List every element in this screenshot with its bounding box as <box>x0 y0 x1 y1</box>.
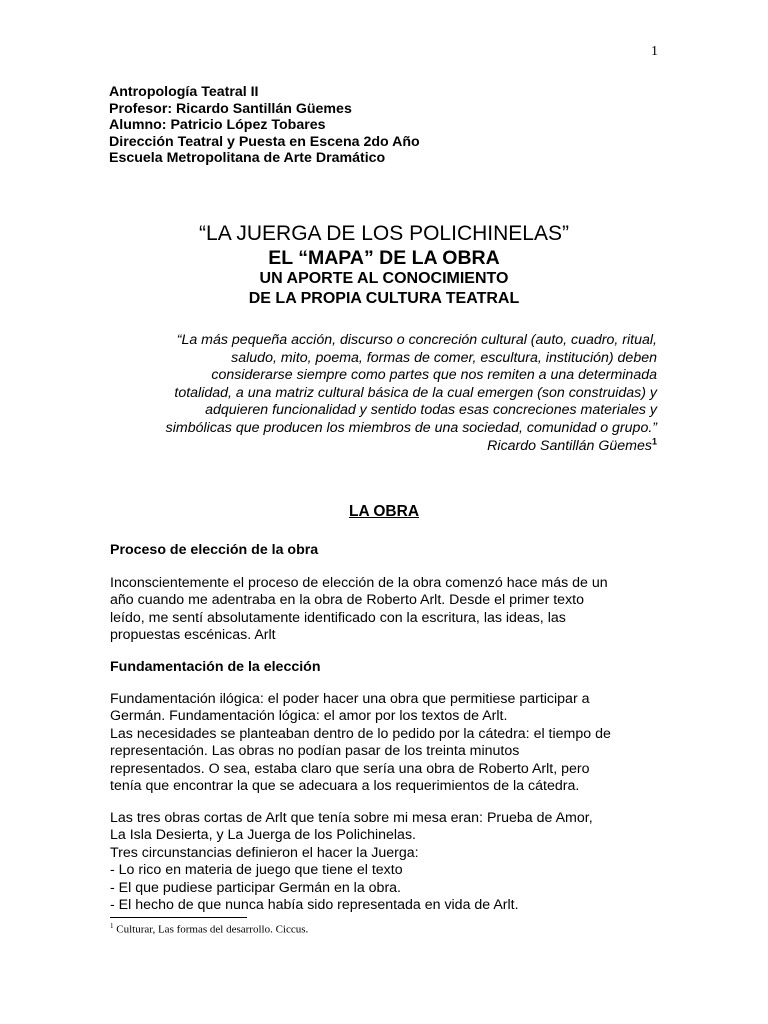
document-header <box>109 84 420 167</box>
quote-author-name: Ricardo Santillán Güemes <box>487 437 652 454</box>
footnote <box>110 922 308 936</box>
course-name: Antropología Teatral II <box>109 84 259 100</box>
paragraph-line: representación. Las obras no podían pasar de los treinta minutos <box>110 743 520 760</box>
paragraph-line: Las tres obras cortas de Arlt que tenía sobre mi mesa eran: Prueba de Amor, <box>110 810 593 826</box>
school-name: Escuela Metropolitana de Arte Dramático <box>109 150 386 167</box>
footnote-divider <box>110 917 247 918</box>
footnote-number: 1 <box>110 922 114 930</box>
footnote-text: Culturar, Las formas del desarrollo. Ciccus. <box>116 923 309 936</box>
quote-line: considerarse siempre como partes que nos remiten a una determinada <box>211 367 657 384</box>
paragraph-line: Inconscientemente el proceso de elección de la obra comenzó hace más de un <box>110 575 608 591</box>
paragraph-line: Las necesidades se planteaban dentro de lo pedido por la cátedra: el tiempo de <box>110 725 611 742</box>
program-name: Dirección Teatral y Puesta en Escena 2do Año <box>109 133 420 150</box>
quote-line: saludo, mito, poema, formas de comer, escultura, institución) deben <box>231 349 657 366</box>
section-title: LA OBRA <box>348 503 420 520</box>
paragraph-line: Fundamentación ilógica: el poder hacer una obra que permitiese participar a <box>110 691 590 707</box>
quote-author <box>110 435 657 456</box>
quote-line: simbólicas que producen los miembros de una sociedad, comunidad o grupo.” <box>165 419 657 436</box>
paragraph-line: La Isla Desierta, y La Juerga de los Polichinelas. <box>110 827 416 844</box>
subtitle-1: EL “MAPA” DE LA OBRA <box>268 247 500 269</box>
paragraph-line: leído, me sentí absolutamente identificado con la escritura, las ideas, las <box>110 609 566 626</box>
paragraph-line: Tres circunstancias definieron el hacer la Juerga: <box>110 844 419 861</box>
paragraph-line: año cuando me adentraba en la obra de Roberto Arlt. Desde el primer texto <box>110 592 584 609</box>
title-block <box>0 220 768 309</box>
paragraph-line: Germán. Fundamentación lógica: el amor por los textos de Arlt. <box>110 708 508 725</box>
list-item: - El que pudiese participar Germán en la obra. <box>110 879 402 896</box>
student-name: Alumno: Patricio López Tobares <box>109 117 326 134</box>
main-title: “LA JUERGA DE LOS POLICHINELAS” <box>199 222 569 245</box>
list-item: - Lo rico en materia de juego que tiene el texto <box>110 862 403 879</box>
paragraph-line: propuestas escénicas. Arlt <box>110 627 276 644</box>
list-item: - El hecho de que nunca había sido representada en vida de Arlt. <box>110 897 519 914</box>
quote-line: “La más pequeña acción, discurso o concreción cultural (auto, cuadro, ritual, <box>176 332 657 348</box>
subtitle-2: UN APORTE AL CONOCIMIENTO <box>259 270 509 287</box>
page-number: 1 <box>651 44 658 59</box>
paragraph-3 <box>110 810 670 914</box>
professor-name: Profesor: Ricardo Santillán Güemes <box>109 100 352 117</box>
epigraph-quote <box>110 332 657 455</box>
quote-line: adquieren funcionalidad y sentido todas esas concreciones materiales y <box>205 402 657 419</box>
paragraph-2 <box>110 691 670 795</box>
subsection-heading-2: Fundamentación de la elección <box>110 659 321 675</box>
paragraph-1 <box>110 575 670 645</box>
paragraph-line: representados. O sea, estaba claro que sería una obra de Roberto Arlt, pero <box>110 760 590 777</box>
footnote-ref: 1 <box>651 435 657 446</box>
quote-line: totalidad, a una matriz cultural básica de la cual emergen (son construidas) y <box>174 384 657 401</box>
paragraph-line: tenía que encontrar la que se adecuara a los requerimientos de la cátedra. <box>110 778 580 795</box>
subsection-heading-1: Proceso de elección de la obra <box>110 542 319 558</box>
subtitle-3: DE LA PROPIA CULTURA TEATRAL <box>248 290 520 307</box>
